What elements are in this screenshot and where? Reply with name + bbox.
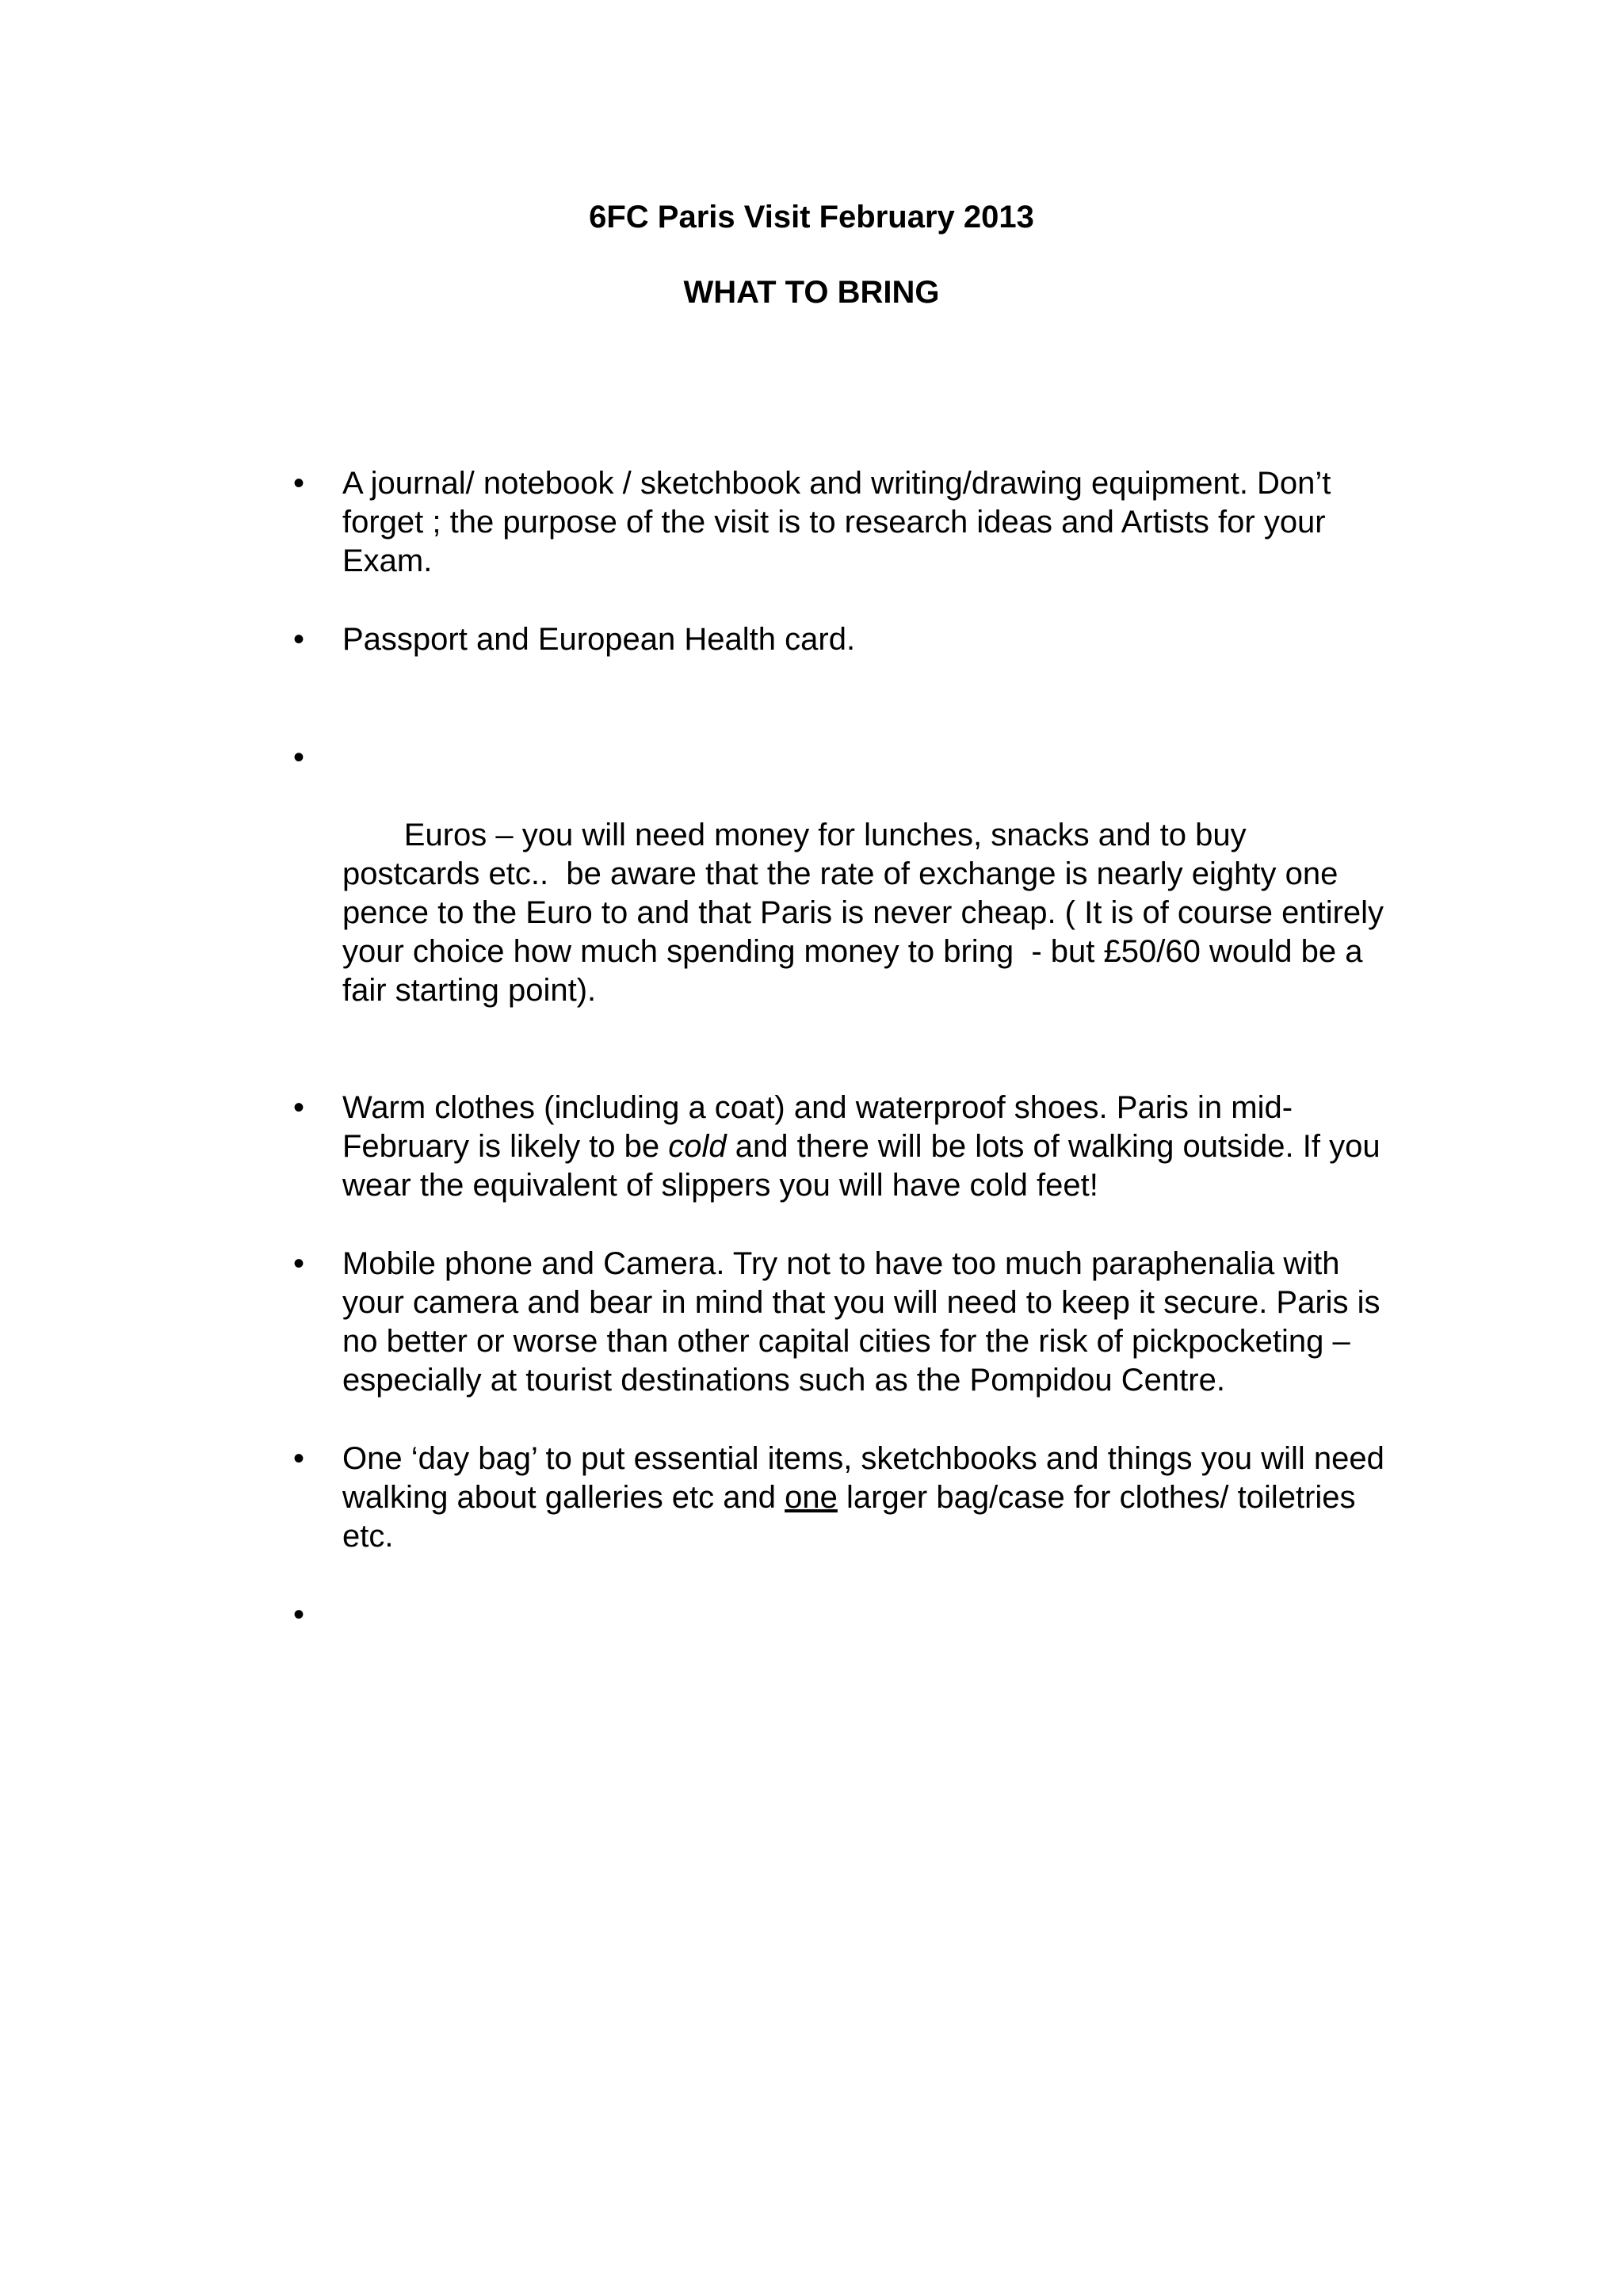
list-item-text-part: Warm clothes (including a coat) and waterproof shoes. Paris in mid-February is likely to be	[342, 1090, 1293, 1164]
what-to-bring-list	[293, 464, 1393, 1634]
bullet-icon: •	[293, 1246, 305, 1281]
list-item-text-part: larger bag/case for clothes/ toiletries etc.	[342, 1480, 1356, 1554]
list-item-underline: one	[785, 1480, 838, 1515]
list-item-text	[342, 1597, 351, 1632]
list-item-empty	[293, 1596, 1387, 1634]
list-item-text: Euros – you will need money for lunches, snacks and to buy postcards etc.. be aware that the rate of exchange is nearly eighty one pence to the Euro to and that Paris is never cheap. ( It is of course entirely your choice how much spending money to bring - but £50/60 would be a fair starting point).	[342, 818, 1393, 1008]
list-item-emphasis: cold	[668, 1129, 727, 1164]
list-item-notebook	[293, 464, 1387, 581]
document-title: 6FC Paris Visit February 2013	[589, 200, 1034, 235]
bullet-icon: •	[293, 740, 305, 775]
bullet-icon: •	[293, 1441, 305, 1476]
list-item-warm-clothes	[293, 1089, 1387, 1205]
bullet-icon: •	[293, 466, 305, 501]
list-item-bags	[293, 1440, 1387, 1556]
list-item-passport	[293, 620, 1387, 659]
document-subtitle: WHAT TO BRING	[683, 275, 940, 310]
list-item-text: A journal/ notebook / sketchbook and writing/drawing equipment. Don’t forget ; the purpose of the visit is to research ideas and Artists for your Exam.	[342, 466, 1331, 578]
list-item-text: Mobile phone and Camera. Try not to have too much paraphenalia with your camera and bear in mind that you will need to keep it secure. Paris is no better or worse than other capital cities for the risk of pickpocketing – especially at tourist destinations such as the Pompidou Centre.	[342, 1246, 1381, 1398]
list-item-phone-camera	[293, 1245, 1387, 1400]
list-item-text: Passport and European Health card.	[342, 622, 856, 657]
bullet-icon: •	[293, 622, 305, 657]
list-item-euros	[293, 738, 1393, 1049]
bullet-icon: •	[293, 1090, 305, 1125]
list-item-text-part: and there will be lots of walking outside. If you wear the equivalent of slippers you will have cold feet!	[342, 1129, 1381, 1203]
list-item-text-part: One ‘day bag’ to put essential items, sketchbooks and things you will need walking about galleries etc and	[342, 1441, 1384, 1515]
bullet-icon: •	[293, 1597, 305, 1632]
